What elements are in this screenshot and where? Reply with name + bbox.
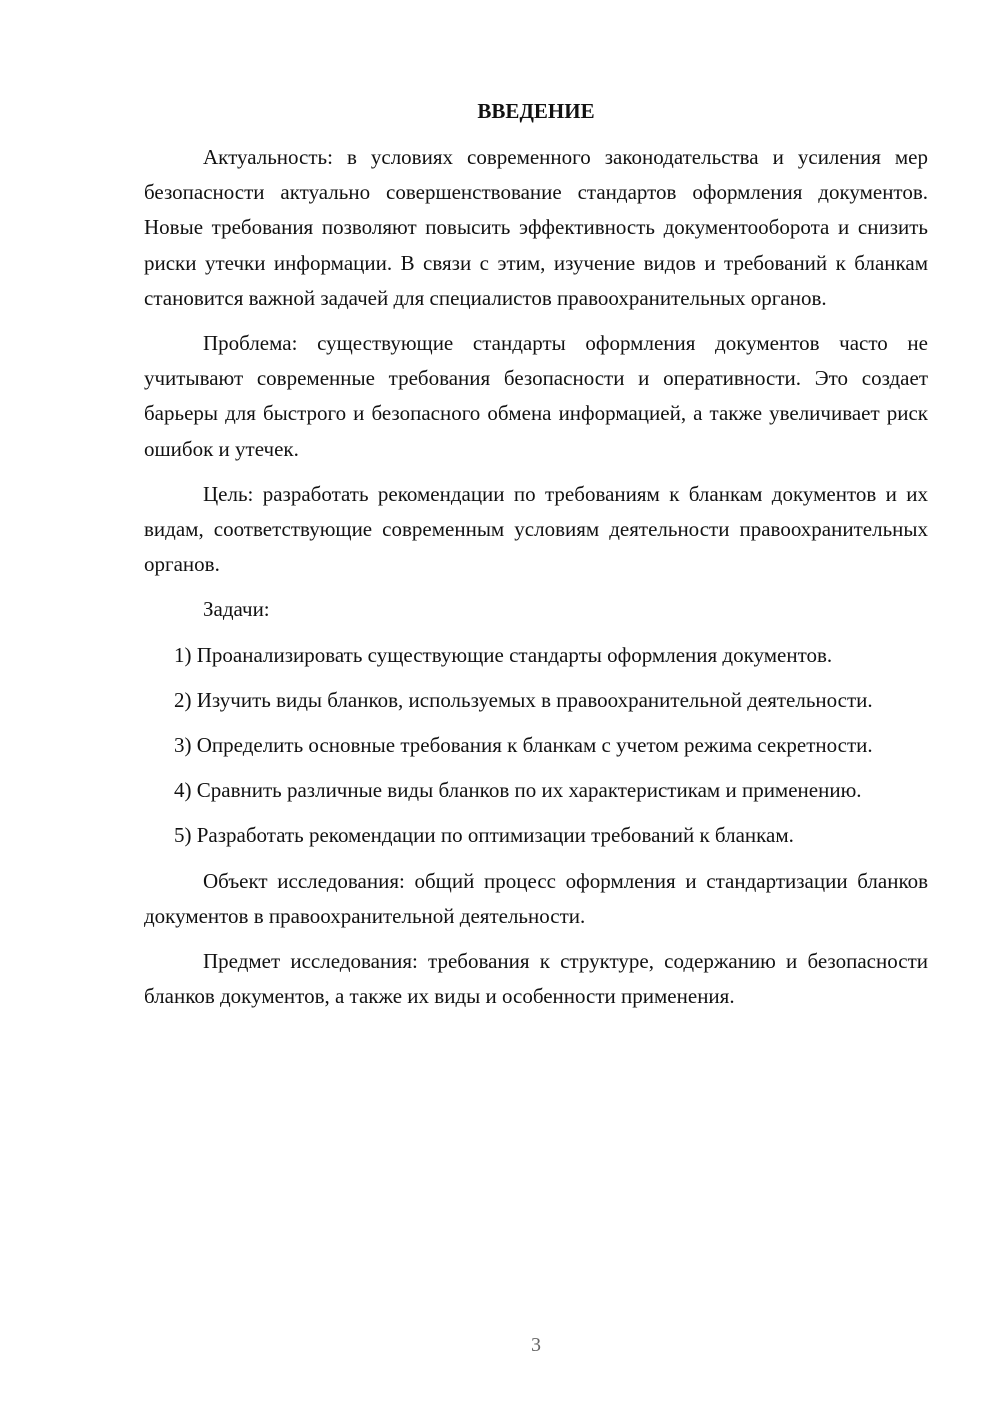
relevance-paragraph: Актуальность: в условиях современного законодательства и усиления мер безопасности актуально совершенствование стандартов оформления документов. Новые требования позволяют повысить эффективность документооборота и снизить риски утечки информации. В связи с этим, изучение видов и требований к бланкам становится важной задачей для специалистов правоохранительных органов. (144, 145, 928, 310)
task-item-1: 1) Проанализировать существующие стандарты оформления документов. (174, 642, 833, 667)
problem-paragraph: Проблема: существующие стандарты оформления документов часто не учитывают современные требования безопасности и оперативности. Это создает барьеры для быстрого и безопасного обмена информацией, а также увеличивает риск ошибок и утечек. (144, 331, 928, 461)
page-title: ВВЕДЕНИЕ (477, 99, 595, 123)
task-item-4: 4) Сравнить различные виды бланков по их характеристикам и применению. (174, 778, 862, 803)
subject-paragraph: Предмет исследования: требования к структуре, содержанию и безопасности бланков документов, а также их виды и особенности применения. (144, 949, 928, 1009)
task-item-5: 5) Разработать рекомендации по оптимизации требований к бланкам. (174, 823, 794, 848)
task-item-3: 3) Определить основные требования к бланкам с учетом режима секретности. (174, 733, 873, 758)
document-body (144, 96, 928, 1024)
goal-paragraph: Цель: разработать рекомендации по требованиям к бланкам документов и их видам, соответствующие современным условиям деятельности правоохранительных органов. (144, 481, 928, 577)
object-paragraph: Объект исследования: общий процесс оформления и стандартизации бланков документов в правоохранительной деятельности. (144, 868, 928, 928)
page-number: 3 (531, 1334, 541, 1356)
tasks-heading: Задачи: (203, 597, 270, 622)
task-item-2: 2) Изучить виды бланков, используемых в правоохранительной деятельности. (174, 687, 873, 712)
